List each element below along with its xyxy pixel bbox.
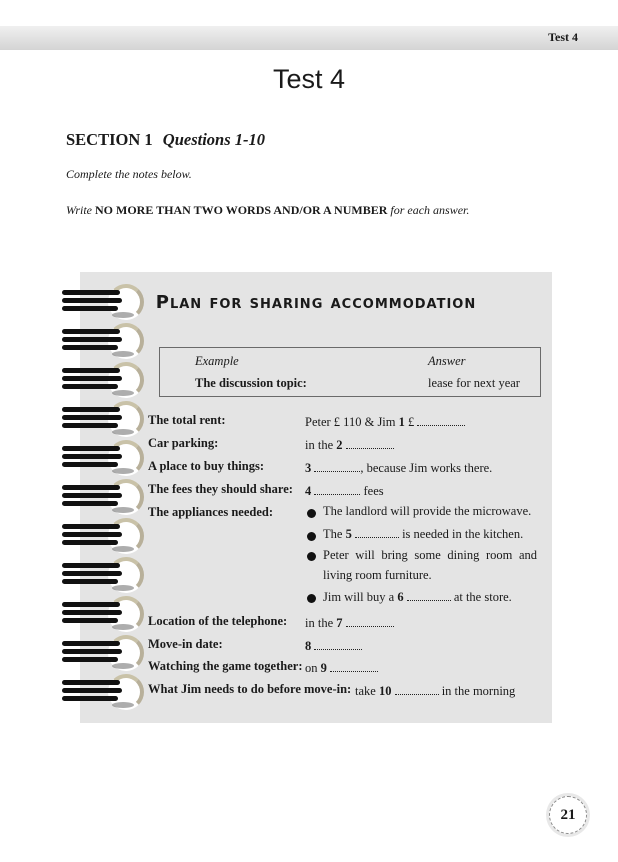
appliance-furniture: Peter will bring some dining room and living room furniture. bbox=[323, 548, 537, 582]
fees-label: The fees they should share: bbox=[148, 482, 293, 496]
rent-label: The total rent: bbox=[148, 413, 226, 427]
answer-blank-2[interactable] bbox=[346, 436, 394, 449]
spiral-ring bbox=[62, 514, 142, 554]
question-number: 5 bbox=[345, 527, 352, 541]
fees-value bbox=[305, 482, 384, 499]
spiral-ring bbox=[62, 397, 142, 437]
spiral-ring bbox=[62, 358, 142, 398]
store-post: at the store. bbox=[450, 590, 512, 604]
kitchen-post: is needed in the kitchen. bbox=[398, 527, 524, 541]
store-pre: Jim will buy a bbox=[323, 590, 398, 604]
game-value bbox=[305, 659, 378, 676]
spiral-ring bbox=[62, 631, 142, 671]
todo-label: What Jim needs to do before move-in: bbox=[148, 682, 352, 696]
question-number: 3 bbox=[305, 461, 312, 475]
spiral-ring bbox=[62, 592, 142, 632]
instruction-complete-notes: Complete the notes below. bbox=[66, 167, 192, 181]
bullet-icon bbox=[307, 509, 316, 518]
example-topic-label: The discussion topic: bbox=[195, 376, 307, 390]
answer-blank-10[interactable] bbox=[395, 682, 439, 695]
todo-pre: take bbox=[355, 684, 379, 698]
answer-blank-1[interactable] bbox=[417, 413, 465, 426]
answer-blank-5[interactable] bbox=[355, 525, 399, 538]
answer-blank-6[interactable] bbox=[407, 588, 451, 601]
instruction-bold: NO MORE THAN TWO WORDS AND/OR A NUMBER bbox=[95, 203, 388, 217]
question-number: 9 bbox=[320, 661, 327, 675]
movein-label: Move-in date: bbox=[148, 637, 223, 651]
parking-value bbox=[305, 436, 394, 453]
telephone-value bbox=[305, 614, 394, 631]
bullet-icon bbox=[307, 594, 316, 603]
buy-label: A place to buy things: bbox=[148, 459, 264, 473]
spiral-ring bbox=[62, 319, 142, 359]
rent-pre: Peter £ 110 & Jim bbox=[305, 415, 399, 429]
appliance-kitchen bbox=[323, 524, 537, 544]
question-number: 2 bbox=[336, 438, 343, 452]
telephone-label: Location of the telephone: bbox=[148, 614, 288, 628]
appliance-store bbox=[323, 587, 537, 607]
answer-blank-3[interactable] bbox=[314, 459, 360, 472]
telephone-pre: in the bbox=[305, 616, 337, 630]
example-box bbox=[159, 347, 541, 397]
todo-value bbox=[355, 682, 515, 699]
parking-label: Car parking: bbox=[148, 436, 219, 450]
plan-title: Plan for sharing accommodation bbox=[155, 292, 477, 313]
example-topic-answer: lease for next year bbox=[428, 376, 520, 390]
kitchen-pre: The bbox=[323, 527, 346, 541]
page-title: Test 4 bbox=[272, 64, 346, 94]
question-number: 1 bbox=[398, 415, 405, 429]
buy-value bbox=[305, 459, 492, 476]
spiral-ring bbox=[62, 553, 142, 593]
example-label: Example bbox=[195, 354, 239, 368]
section-questions: Questions 1-10 bbox=[162, 130, 266, 149]
spiral-ring bbox=[62, 670, 142, 710]
instruction-post: for each answer. bbox=[387, 203, 470, 217]
buy-post: , because Jim works there. bbox=[360, 461, 493, 475]
spiral-ring bbox=[62, 436, 142, 476]
section-title: SECTION 1 bbox=[66, 130, 153, 149]
header-test-label: Test 4 bbox=[548, 30, 578, 44]
bullet-icon bbox=[307, 532, 316, 541]
answer-blank-4[interactable] bbox=[314, 482, 360, 495]
question-number: 6 bbox=[397, 590, 404, 604]
instruction-word-limit bbox=[66, 203, 469, 218]
instruction-pre: Write bbox=[66, 203, 95, 217]
question-number: 4 bbox=[305, 484, 312, 498]
appliance-microwave: The landlord will provide the microwave. bbox=[323, 504, 532, 518]
page-number: 21 bbox=[549, 796, 587, 834]
game-label: Watching the game together: bbox=[148, 659, 303, 673]
question-number: 7 bbox=[336, 616, 343, 630]
question-number: 8 bbox=[305, 639, 312, 653]
movein-value bbox=[305, 637, 362, 654]
question-number: 10 bbox=[378, 684, 392, 698]
rent-value bbox=[305, 413, 465, 430]
game-pre: on bbox=[305, 661, 321, 675]
section-heading bbox=[66, 130, 265, 150]
appliances-label: The appliances needed: bbox=[148, 505, 274, 519]
fees-post: fees bbox=[360, 484, 384, 498]
header-band bbox=[0, 26, 618, 50]
spiral-ring bbox=[62, 475, 142, 515]
answer-blank-7[interactable] bbox=[346, 614, 394, 627]
answer-label: Answer bbox=[428, 354, 466, 368]
todo-post: in the morning bbox=[438, 684, 516, 698]
answer-blank-9[interactable] bbox=[330, 659, 378, 672]
bullet-icon bbox=[307, 552, 316, 561]
rent-post: £ bbox=[404, 415, 415, 429]
parking-pre: in the bbox=[305, 438, 337, 452]
answer-blank-8[interactable] bbox=[314, 637, 362, 650]
